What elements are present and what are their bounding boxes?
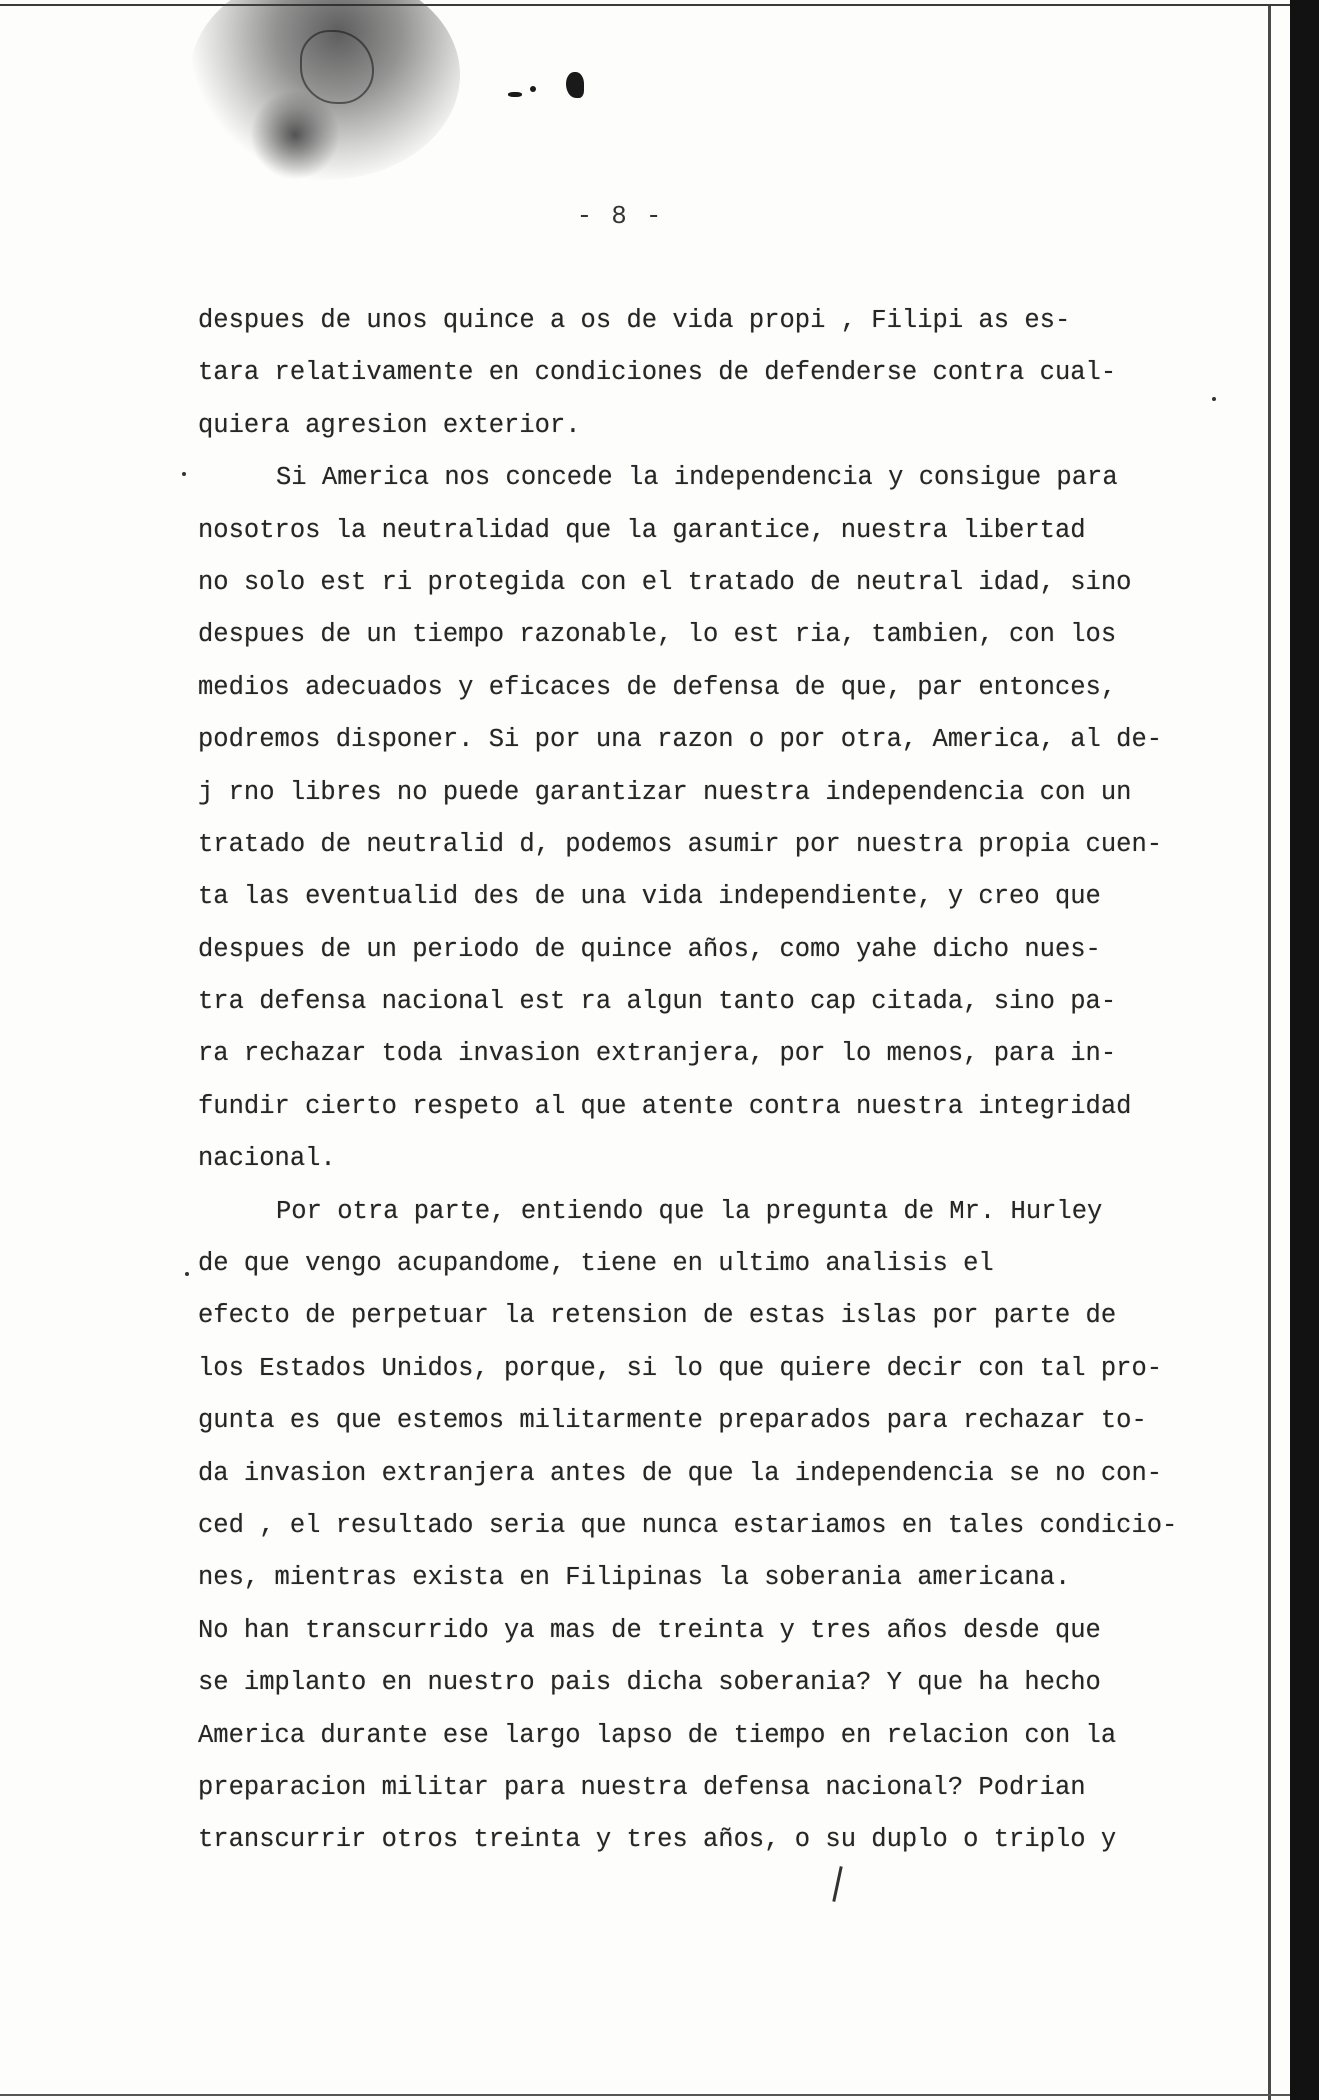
text-line: America durante ese largo lapso de tiempo en relacion con la — [198, 1720, 1117, 1750]
page-edge-bottom — [0, 2094, 1290, 2096]
document-body — [198, 295, 1258, 1867]
speck — [182, 472, 186, 476]
text-line: quiera agresion exterior. — [198, 410, 581, 440]
paragraph — [198, 295, 1258, 452]
ink-mark — [566, 72, 584, 98]
text-line: despues de unos quince a os de vida propi , Filipi as es- — [198, 306, 1071, 335]
text-line: despues de un tiempo razonable, lo est ria, tambien, con los — [198, 620, 1117, 650]
text-line: no solo est ri protegida con el tratado de neutral idad, sino — [198, 567, 1132, 597]
paragraph — [198, 452, 1258, 1185]
page-edge-right — [1268, 6, 1271, 2100]
text-line: ra rechazar toda invasion extranjera, por lo menos, para in- — [198, 1039, 1117, 1069]
text-line: medios adecuados y eficaces de defensa de que, par entonces, — [198, 672, 1117, 702]
handwritten-slash-mark — [832, 1866, 842, 1902]
text-line: ced , el resultado seria que nunca estariamos en tales condicio- — [198, 1510, 1178, 1540]
text-line: transcurrir otros treinta y tres años, o su duplo o triplo y — [198, 1825, 1117, 1855]
speck — [185, 1272, 189, 1276]
text-line: tratado de neutralid d, podemos asumir por nuestra propia cuen- — [198, 829, 1163, 859]
text-line: gunta es que estemos militarmente preparados para rechazar to- — [198, 1406, 1147, 1436]
text-line: se implanto en nuestro pais dicha soberania? Y que ha hecho — [198, 1668, 1101, 1698]
text-line: los Estados Unidos, porque, si lo que quiere decir con tal pro- — [198, 1353, 1163, 1383]
text-line: ta las eventualid des de una vida independiente, y creo que — [198, 882, 1101, 912]
paragraph — [198, 1186, 1258, 1867]
text-line: Por otra parte, entiendo que la pregunta de Mr. Hurley — [276, 1196, 1103, 1226]
ink-stain-drip — [250, 90, 340, 180]
text-line: da invasion extranjera antes de que la independencia se no con- — [198, 1458, 1163, 1488]
text-line: de que vengo acupandome, tiene en ultimo analisis el — [198, 1249, 994, 1279]
text-line: fundir cierto respeto al que atente contra nuestra integridad — [198, 1091, 1132, 1121]
ink-mark — [530, 86, 536, 92]
text-line: efecto de perpetuar la retension de estas islas por parte de — [198, 1301, 1117, 1331]
text-line: No han transcurrido ya mas de treinta y tres años desde que — [198, 1615, 1101, 1645]
text-line: nes, mientras exista en Filipinas la soberania americana. — [198, 1563, 1071, 1593]
ink-mark — [508, 92, 522, 97]
text-line: despues de un periodo de quince años, como yahe dicho nues- — [198, 934, 1101, 964]
text-line: Si America nos concede la independencia y consigue para — [276, 463, 1118, 493]
text-line: podremos disponer. Si por una razon o por otra, America, al de- — [198, 725, 1163, 755]
scan-border-right — [1290, 0, 1319, 2100]
text-line: nacional. — [198, 1144, 336, 1174]
text-line: tra defensa nacional est ra algun tanto cap citada, sino pa- — [198, 987, 1117, 1017]
text-line: nosotros la neutralidad que la garantice, nuestra libertad — [198, 515, 1086, 545]
page-number: - 8 - — [576, 202, 664, 231]
text-line: j rno libres no puede garantizar nuestra independencia con un — [198, 777, 1132, 807]
text-line: preparacion militar para nuestra defensa nacional? Podrian — [198, 1772, 1086, 1802]
text-line: tara relativamente en condiciones de defenderse contra cual- — [198, 358, 1117, 388]
page-edge-top — [0, 4, 1290, 6]
